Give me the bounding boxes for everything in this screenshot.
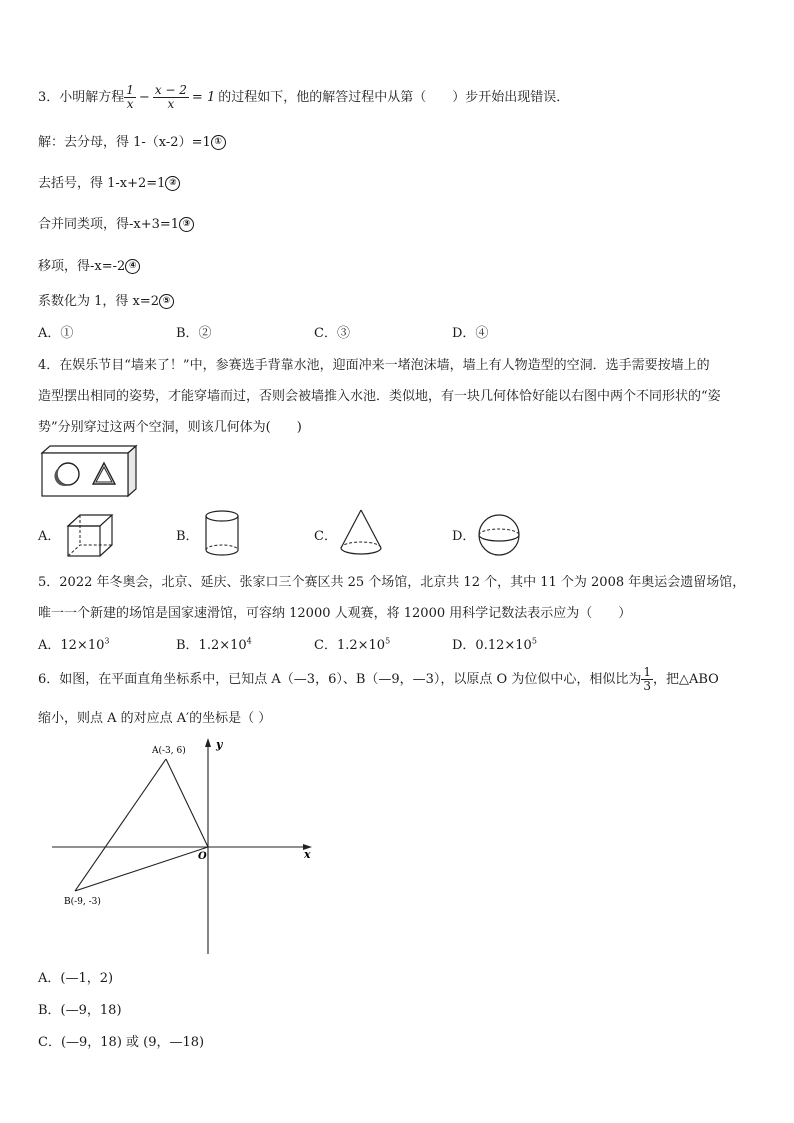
- circled-2-icon: ②: [165, 176, 180, 191]
- q4-option-c[interactable]: C．: [314, 529, 337, 544]
- cube-icon[interactable]: [64, 512, 116, 558]
- q4-option-b[interactable]: B．: [176, 529, 199, 544]
- q3-step2: 去括号，得 1-x+2=1 ②: [38, 172, 180, 191]
- q4-option-a[interactable]: A．: [38, 529, 61, 544]
- q3-step5: 系数化为 1，得 x=2 ⑤: [38, 290, 174, 309]
- point-a-label: A(-3, 6): [152, 746, 186, 756]
- q3-step4: 移项，得-x=-2 ④: [38, 255, 140, 274]
- q4-option-d[interactable]: D．: [452, 529, 476, 544]
- q3-frac1: $\frac{1}{x}$: [126, 83, 134, 111]
- q6-ratio-frac: $\frac{1}{3}$: [643, 665, 651, 693]
- q4-line3: 势”分别穿过这两个空洞，则该几何体为( ): [38, 420, 302, 435]
- segment-BO: [75, 847, 208, 891]
- origin-label: O: [198, 851, 207, 862]
- q6-option-c[interactable]: C．(—9，18) 或 (9，—18): [38, 1035, 205, 1050]
- q3-suffix: 的过程如下，他的解答过程中从第（ ）步开始出现错误．: [218, 90, 570, 105]
- q3-option-a[interactable]: A．①: [38, 326, 74, 341]
- sphere-icon[interactable]: [476, 512, 522, 558]
- segment-AO: [166, 759, 208, 847]
- q3-step1: 解：去分母，得 1-（x-2）=1 ①: [38, 131, 226, 150]
- q6-option-a[interactable]: A．(—1，2): [38, 971, 114, 986]
- q5-option-d[interactable]: D．$0.12\times 10^5$: [452, 636, 537, 653]
- q6-line1: [38, 666, 719, 693]
- q5-line1: 5．2022 年冬奥会，北京、延庆、张家口三个赛区共 25 个场馆，北京共 12 个，其中 11 个为 2008 年奥运会遗留场馆，: [38, 575, 746, 590]
- q5-line2: 唯一一个新建的场馆是国家速滑馆，可容纳 12000 人观赛，将 12000 用科学记数法表示应为（ ）: [38, 606, 632, 621]
- y-axis-label: y: [216, 738, 223, 751]
- x-axis-label: x: [304, 848, 311, 861]
- q3-prefix: 3．小明解方程: [38, 90, 125, 105]
- q6-option-b[interactable]: B．(—9，18): [38, 1003, 122, 1018]
- circled-3-icon: ③: [179, 217, 194, 232]
- q5-option-a[interactable]: A．$12\times 10^3$: [38, 636, 110, 653]
- q6-line1-end: ，把△ABO: [653, 672, 719, 687]
- q3-minus: −: [138, 90, 150, 105]
- point-b-label: B(-9, -3): [64, 897, 101, 907]
- q3-stem: [38, 84, 569, 111]
- q6-line1-text: 6．如图，在平面直角坐标系中，已知点 A（—3，6）、B（—9，—3），以原点 O 为位似中心，相似比为: [38, 672, 642, 687]
- q3-eq: = 1: [191, 90, 216, 105]
- q4-line1: 4．在娱乐节目“墙来了！”中，参赛选手背靠水池，迎面冲来一堵泡沫墙，墙上有人物造型的空洞．选手需要按墙上的: [38, 358, 710, 373]
- q3-option-b[interactable]: B．②: [176, 326, 212, 341]
- circled-5-icon: ⑤: [159, 294, 174, 309]
- q3-frac2: $\frac{x - 2}{x}$: [154, 83, 187, 111]
- coordinate-figure: [40, 734, 330, 958]
- q3-option-d[interactable]: D．④: [452, 326, 489, 341]
- q5-option-b[interactable]: B．$1.2\times 10^4$: [176, 636, 252, 653]
- q3-option-c[interactable]: C．③: [314, 326, 350, 341]
- segment-AB: [75, 759, 166, 891]
- cylinder-icon[interactable]: [202, 508, 242, 558]
- wall-figure: [38, 443, 140, 499]
- cone-icon[interactable]: [338, 508, 384, 558]
- q4-line2: 造型摆出相同的姿势，才能穿墙而过，否则会被墙推入水池．类似地，有一块几何体恰好能以右图中两个不同形状的“姿: [38, 389, 721, 404]
- circled-1-icon: ①: [211, 135, 226, 150]
- q3-step3: 合并同类项，得-x+3=1 ③: [38, 213, 194, 232]
- circled-4-icon: ④: [125, 259, 140, 274]
- q6-line2: 缩小，则点 A 的对应点 A′的坐标是（ ）: [38, 711, 272, 726]
- q5-option-c[interactable]: C．$1.2\times 10^5$: [314, 636, 391, 653]
